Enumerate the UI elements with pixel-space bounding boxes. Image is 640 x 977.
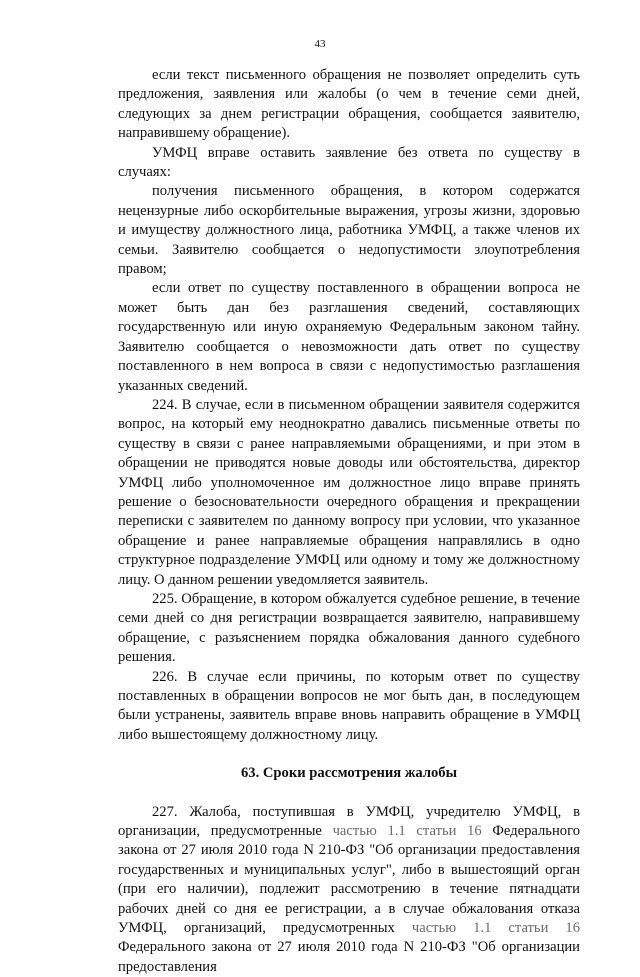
- paragraph-226: 226. В случае если причины, по которым ответ по существу поставленных в обращении вопросов не мог быть дан, в последующем были устранены, заявитель вправе вновь направить обращение в УМФЦ либо вышестоящему должностному лицу.: [118, 668, 580, 743]
- paragraph: получения письменного обращения, в котором содержатся нецензурные либо оскорбительные выражения, угрозы жизни, здоровью и имуществу должностного лица, работника УМФЦ, а также членов их семьи. Заявителю сообщается о недопустимости злоупотребления правом;: [118, 183, 580, 278]
- section-heading: 63. Сроки рассмотрения жалобы: [240, 765, 457, 782]
- paragraph-225: 225. Обращение, в котором обжалуется судебное решение, в течение семи дней со дня регистрации возвращается заявителю, направившему обращение, с разъяснением порядка обжалования данного судебного решения.: [118, 590, 580, 666]
- paragraph-227-text-1: 227. Жалоба, поступившая в УМФЦ, учредителю УМФЦ, в организации, предусмотренные: [118, 803, 580, 840]
- paragraph: если ответ по существу поставленного в обращении вопроса не может быть дан без разглашения сведений, составляющих государственную или иную охраняемую Федеральным законом тайну. Заявителю сообщается о невозможности дать ответ по существу поставленного в нем вопроса в связи с недопустимостью разглашения указанных сведений.: [118, 280, 580, 394]
- document-body: [118, 66, 580, 977]
- page-number: 43: [314, 38, 326, 50]
- paragraph: если текст письменного обращения не позволяет определить суть предложения, заявления или жалобы (о чем в течение семи дней, следующих за днем регистрации обращения, сообщается заявителю, направившему обращение).: [118, 67, 580, 142]
- paragraph: УМФЦ вправе оставить заявление без ответа по существу в случаях:: [118, 144, 580, 181]
- paragraph-227-text-2: Федерального закона от 27 июля 2010 года N 210-ФЗ "Об организации предоставления государственных и муниципальных услуг", либо в вышестоящий орган (при его наличии), подлежит рассмотрению в течение пятнадцати рабочих дней со дня ее регистрации, а в случае обжалования отказа УМФЦ, организаций, предусмотренных: [118, 823, 580, 937]
- paragraph-227: [118, 803, 580, 977]
- paragraph-224: 224. В случае, если в письменном обращении заявителя содержится вопрос, на который ему неоднократно давались письменные ответы по существу в связи с ранее направляемыми обращениями, и при этом в обращении не приводятся новые доводы или обстоятельства, директор УМФЦ либо уполномоченное им должностное лицо вправе принять решение о безосновательности очередного обращения и прекращении переписки с заявителем по данному вопросу при условии, что указанное обращение и ранее направляемые обращения направлялись в одно структурное подразделение УМФЦ или одному и тому же должностному лицу. О данном решении уведомляется заявитель.: [118, 396, 580, 588]
- paragraph-227-text-3: Федерального закона от 27 июля 2010 года N 210-ФЗ "Об организации предоставления: [118, 939, 580, 975]
- law-reference-link[interactable]: частью 1.1 статьи 16: [411, 920, 580, 937]
- law-reference-link[interactable]: частью 1.1 статьи 16: [332, 823, 482, 840]
